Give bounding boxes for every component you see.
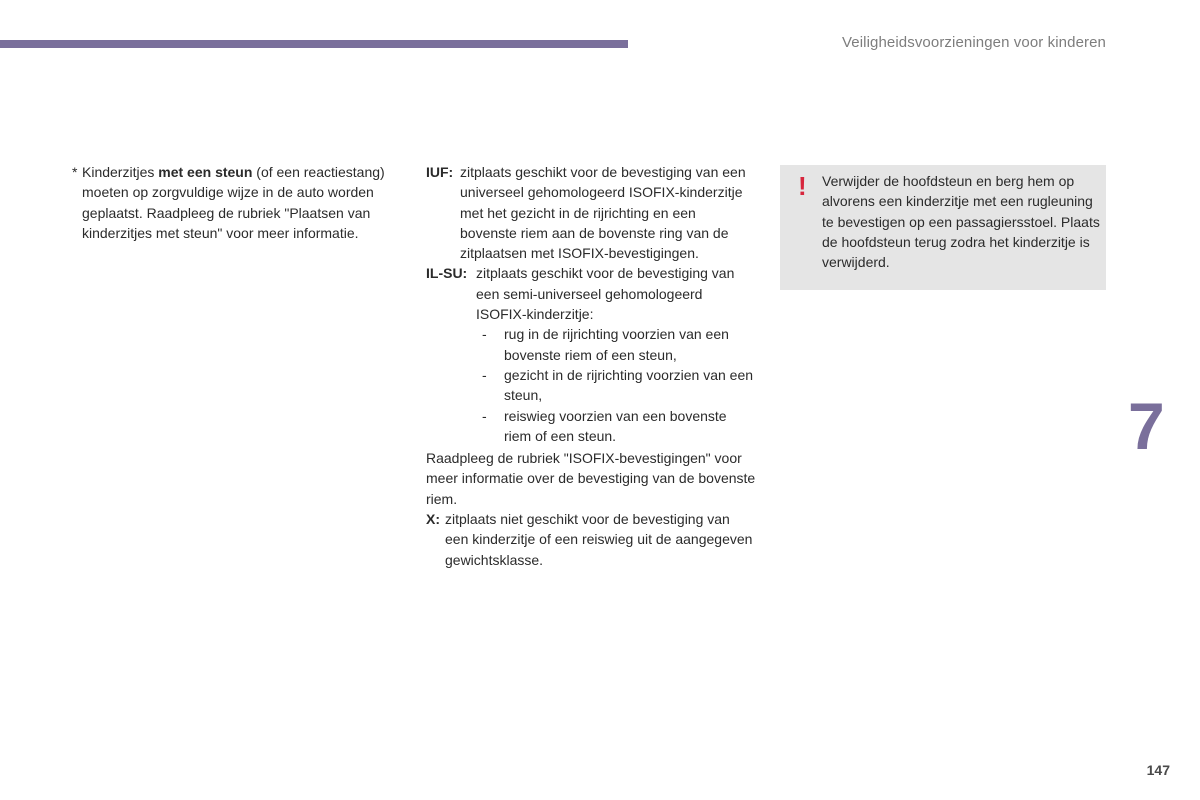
warning-note-text: Verwijder de hoofdsteun en berg hem op alvorens een kinderzitje met een rugleuning te bevestigen op een passagiersstoel. Plaats de hoofdsteun terug zodra het kinderzitje is verwijderd. xyxy=(822,173,1100,271)
legend-iuf-text: zitplaats geschikt voor de bevestiging van een universeel gehomologeerd ISOFIX-kinderzitje met het gezicht in de rijrichting en een bovenste riem aan de bovenste ring van de zitplaatsen met ISOFIX-bevestigingen. xyxy=(460,164,746,262)
legend-ilsu xyxy=(426,263,756,324)
footnote-bold: met een steun xyxy=(158,164,253,180)
legend-x-tag: X: xyxy=(426,511,440,528)
list-item: - reiswieg voorzien van een bovenste riem of een steun. xyxy=(482,407,727,444)
ilsu-options-list xyxy=(426,324,756,446)
legend-iuf xyxy=(426,162,756,263)
list-item: - gezicht in de rijrichting voorzien van een steun, xyxy=(482,366,754,404)
footnote-block xyxy=(72,162,402,243)
legend-x xyxy=(426,509,756,570)
section-title: Veiligheidsvoorzieningen voor kinderen xyxy=(842,34,1106,51)
footnote-star: * xyxy=(72,164,78,180)
chapter-number: 7 xyxy=(1128,389,1165,463)
header-accent-bar xyxy=(0,40,628,48)
legend-iuf-tag: IUF: xyxy=(426,164,454,180)
warning-note xyxy=(780,165,1106,290)
list-item: - rug in de rijrichting voorzien van een bovenste riem of een steun, xyxy=(482,326,729,363)
footnote xyxy=(72,162,402,243)
page-number: 147 xyxy=(1146,762,1170,778)
reference-paragraph: Raadpleeg de rubriek "ISOFIX-bevestigingen" voor meer informatie over de bevestiging van de bovenste riem. xyxy=(426,450,756,507)
legend-block xyxy=(426,162,756,570)
legend-ilsu-text: zitplaats geschikt voor de bevestiging van een semi-universeel gehomologeerd ISOFIX-kinderzitje: xyxy=(476,265,735,323)
legend-ilsu-tag: IL-SU: xyxy=(426,265,468,282)
footnote-text-pre: Kinderzitjes xyxy=(82,164,159,180)
warning-exclamation-icon: ! xyxy=(798,171,807,201)
legend-x-text: zitplaats niet geschikt voor de bevestiging van een kinderzitje of een reiswieg uit de aangegeven gewichtsklasse. xyxy=(445,511,753,568)
footnote-text-post: (of een reactiestang) moeten op zorgvuldige wijze in de auto worden geplaatst. Raadpleeg de rubriek "Plaatsen van kinderzitjes met steun" voor meer informatie. xyxy=(82,164,385,241)
